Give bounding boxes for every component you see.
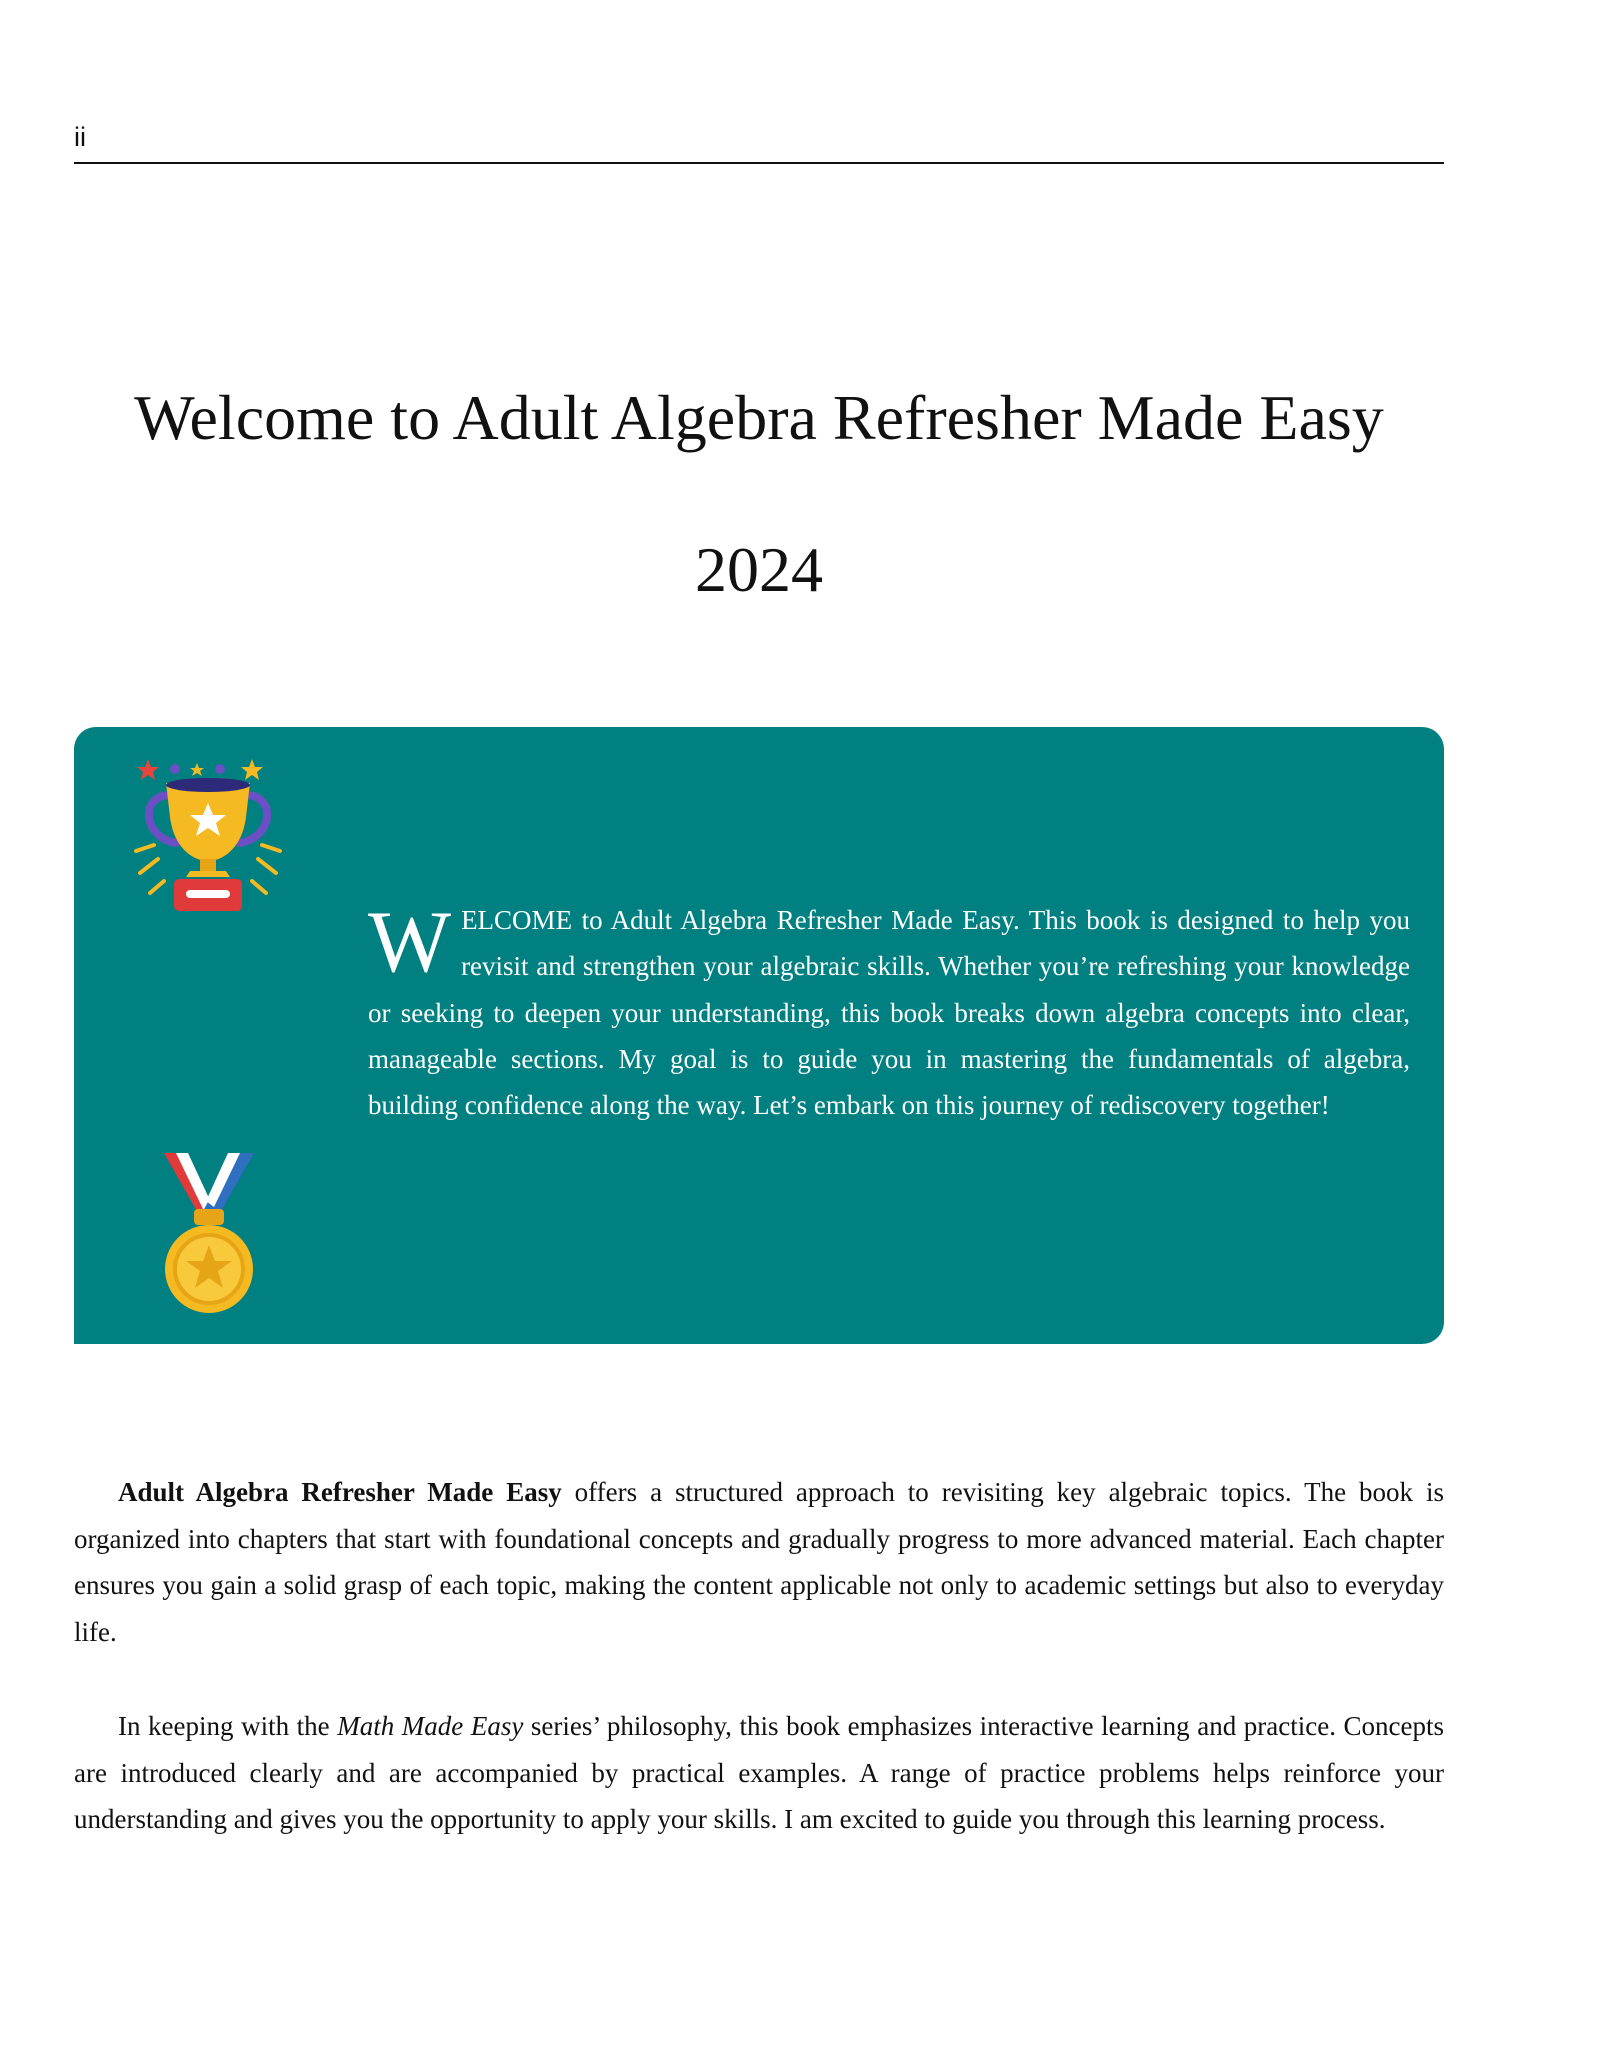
page-number: ii: [74, 122, 86, 152]
medal-icon: [154, 1151, 264, 1315]
series-name: Math Made Easy: [337, 1711, 524, 1741]
welcome-text: [368, 894, 1410, 1128]
year-heading: 2024: [695, 534, 823, 605]
intro-paragraph: [74, 1469, 1444, 1655]
welcome-banner: [74, 727, 1444, 1344]
welcome-body: ELCOME to Adult Algebra Refresher Made Easy. This book is designed to help you revisit and strengthen your algebraic skills. Whether you’re refreshing your knowledge or seeking to deepen your understanding, this book breaks down algebra concepts into clear, manageable sections. My goal is to guide you in mastering the fundamentals of algebra, building confidence along the way. Let’s embark on this journey of rediscovery together!: [368, 905, 1410, 1121]
philosophy-paragraph-text: series’ philosophy, this book emphasizes interactive learning and practice. Concepts are introduced clearly and are accompanied by practical examples. A range of practice problems helps reinforce your understanding and gives you the opportunity to apply your skills. I am excited to guide you through this learning process.: [74, 1711, 1444, 1834]
philosophy-lead: In keeping with the: [118, 1711, 338, 1741]
drop-cap: W: [368, 894, 452, 991]
book-title-bold: Adult Algebra Refresher Made Easy: [118, 1477, 562, 1507]
intro-paragraph-text: offers a structured approach to revisiting key algebraic topics. The book is organized into chapters that start with foundational concepts and gradually progress to more advanced material. Each chapter ensures you gain a solid grasp of each topic, making the content applicable not only to academic settings but also to everyday life.: [74, 1477, 1444, 1647]
philosophy-paragraph: [74, 1703, 1444, 1843]
trophy-icon: [130, 757, 286, 917]
page-header: [74, 118, 1444, 164]
page-title: Welcome to Adult Algebra Refresher Made Easy: [134, 382, 1384, 453]
